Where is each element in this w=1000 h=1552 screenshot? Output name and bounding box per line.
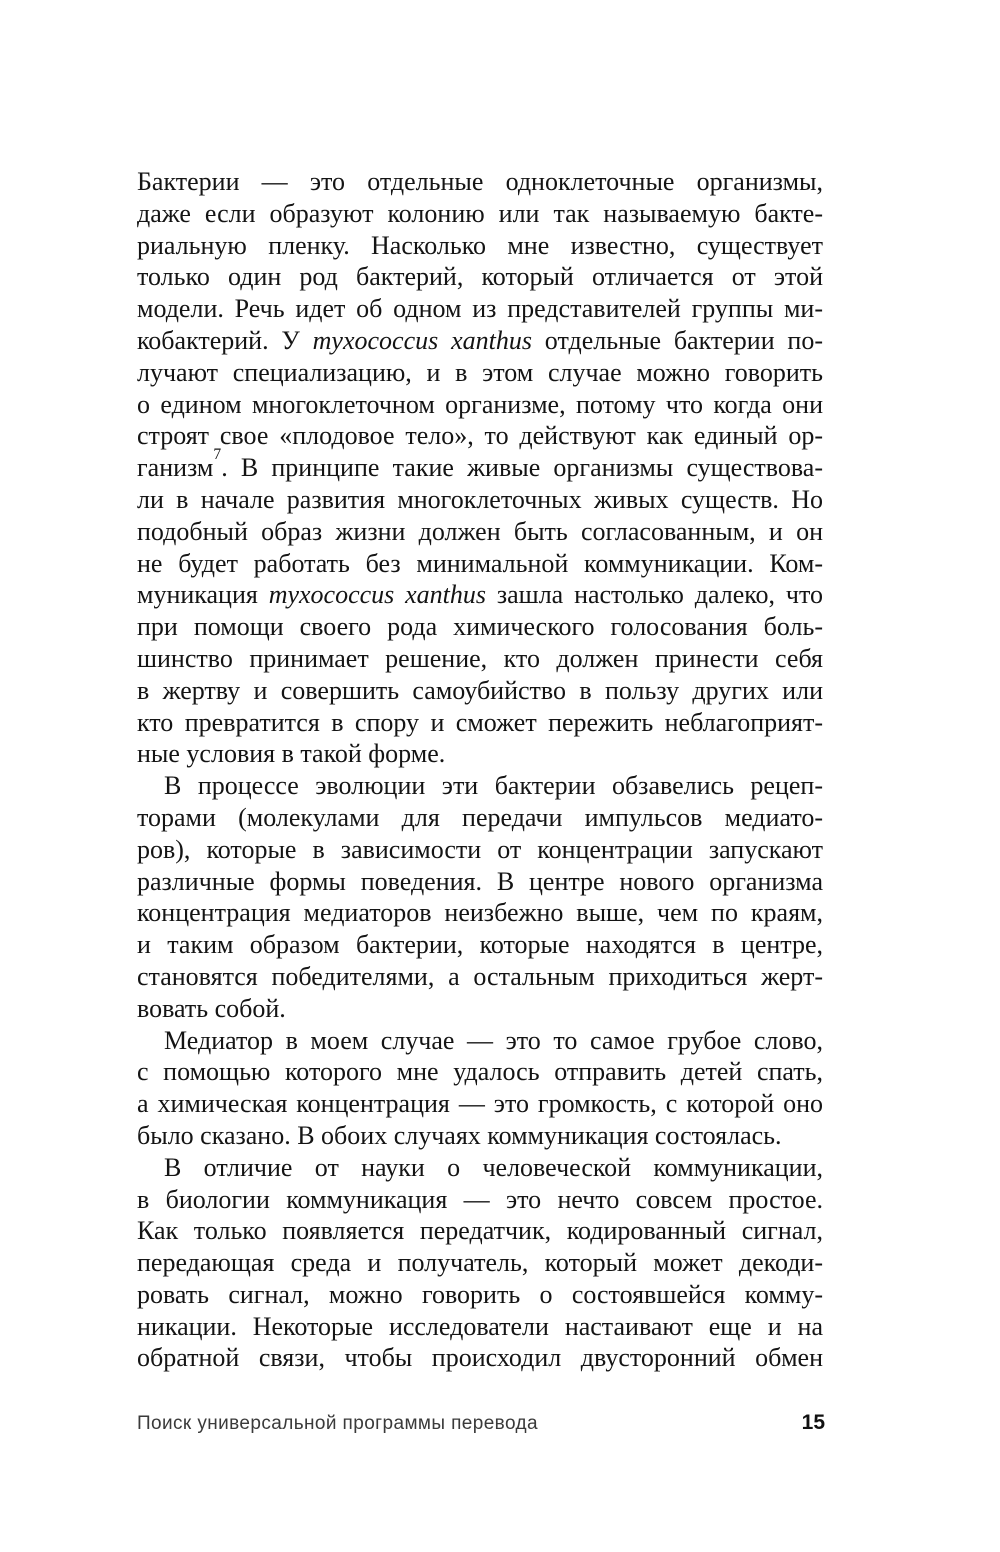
text-line: лучают специализацию, и в этом случае можно говорить [137,357,823,387]
text-line: ганизм$^7$. В принципе такие живые организмы существова- [137,445,823,483]
text-line: кобактерий. У myxococcus xanthus отдельные бактерии по- [137,325,823,355]
text-line: шинство принимает решение, кто должен принести себя [137,643,823,673]
text-line: концентрация медиаторов неизбежно выше, чем по краям, [137,898,823,928]
text-line: муникация myxococcus xanthus зашла настолько далеко, что [137,580,823,610]
text-line: с помощью которого мне удалось отправить детей спать, [137,1057,823,1087]
text-line: ровать сигнал, можно говорить о состоявшейся комму- [137,1279,823,1309]
text-line: в жертву и совершить самоубийство в пользу других или [137,675,823,705]
text-line: Медиатор в моем случае — это то самое грубое слово, [164,1025,823,1055]
text-line: строят свое «плодовое тело», то действуют как единый ор- [137,421,823,451]
text-line: модели. Речь идет об одном из представителей группы ми- [137,294,823,324]
text-line: даже если образуют колонию или так называемую бакте- [137,198,823,228]
paragraph [137,166,823,770]
text-line: ли в начале развития многоклеточных живых существ. Но [137,484,823,514]
text-line: только один род бактерий, который отличается от этой [137,262,823,292]
text-line: кто превратится в спору и сможет пережить неблагоприят- [137,707,823,737]
text-line: и таким образом бактерии, которые находятся в центре, [137,930,823,960]
text-line: передающая среда и получатель, который может декоди- [137,1248,823,1278]
paragraph [137,1025,823,1152]
page-number: 15 [801,1411,825,1434]
running-title: Поиск универсальной программы перевода [137,1413,538,1434]
body-text [137,166,823,1374]
text-line: а химическая концентрация — это громкость, с которой оно [137,1089,823,1119]
text-line: Бактерии — это отдельные одноклеточные организмы, [137,167,823,196]
text-line: не будет работать без минимальной коммуникации. Ком- [137,548,823,578]
text-line: риальную пленку. Насколько мне известно, существует [137,230,823,260]
text-line: о едином многоклеточном организме, потому что когда они [137,389,823,419]
text-line: было сказано. В обоих случаях коммуникация состоялась. [137,1120,782,1150]
text-line: В отличие от науки о человеческой коммуникации, [164,1152,823,1182]
text-line: ров), которые в зависимости от концентрации запускают [137,834,823,864]
paragraph [137,770,823,1024]
text-line: в биологии коммуникация — это нечто совсем простое. [137,1184,823,1214]
text-line: подобный образ жизни должен быть согласованным, и он [137,516,823,546]
paragraph [137,1152,823,1375]
text-line: Как только появляется передатчик, кодированный сигнал, [137,1216,823,1246]
text-line: ные условия в такой форме. [137,739,446,769]
text-line: обратной связи, чтобы происходил двусторонний обмен [137,1343,823,1373]
text-line: торами (молекулами для передачи импульсов медиато- [137,802,823,832]
text-line: различные формы поведения. В центре нового организма [137,866,823,896]
text-line: никации. Некоторые исследователи настаивают еще и на [137,1311,823,1341]
text-line: становятся победителями, а остальным приходиться жерт- [137,961,823,991]
footer [137,1411,825,1435]
text-line: В процессе эволюции эти бактерии обзавелись рецеп- [164,771,823,801]
text-line: при помощи своего рода химического голосования боль- [137,612,823,642]
text-line: вовать собой. [137,993,286,1023]
